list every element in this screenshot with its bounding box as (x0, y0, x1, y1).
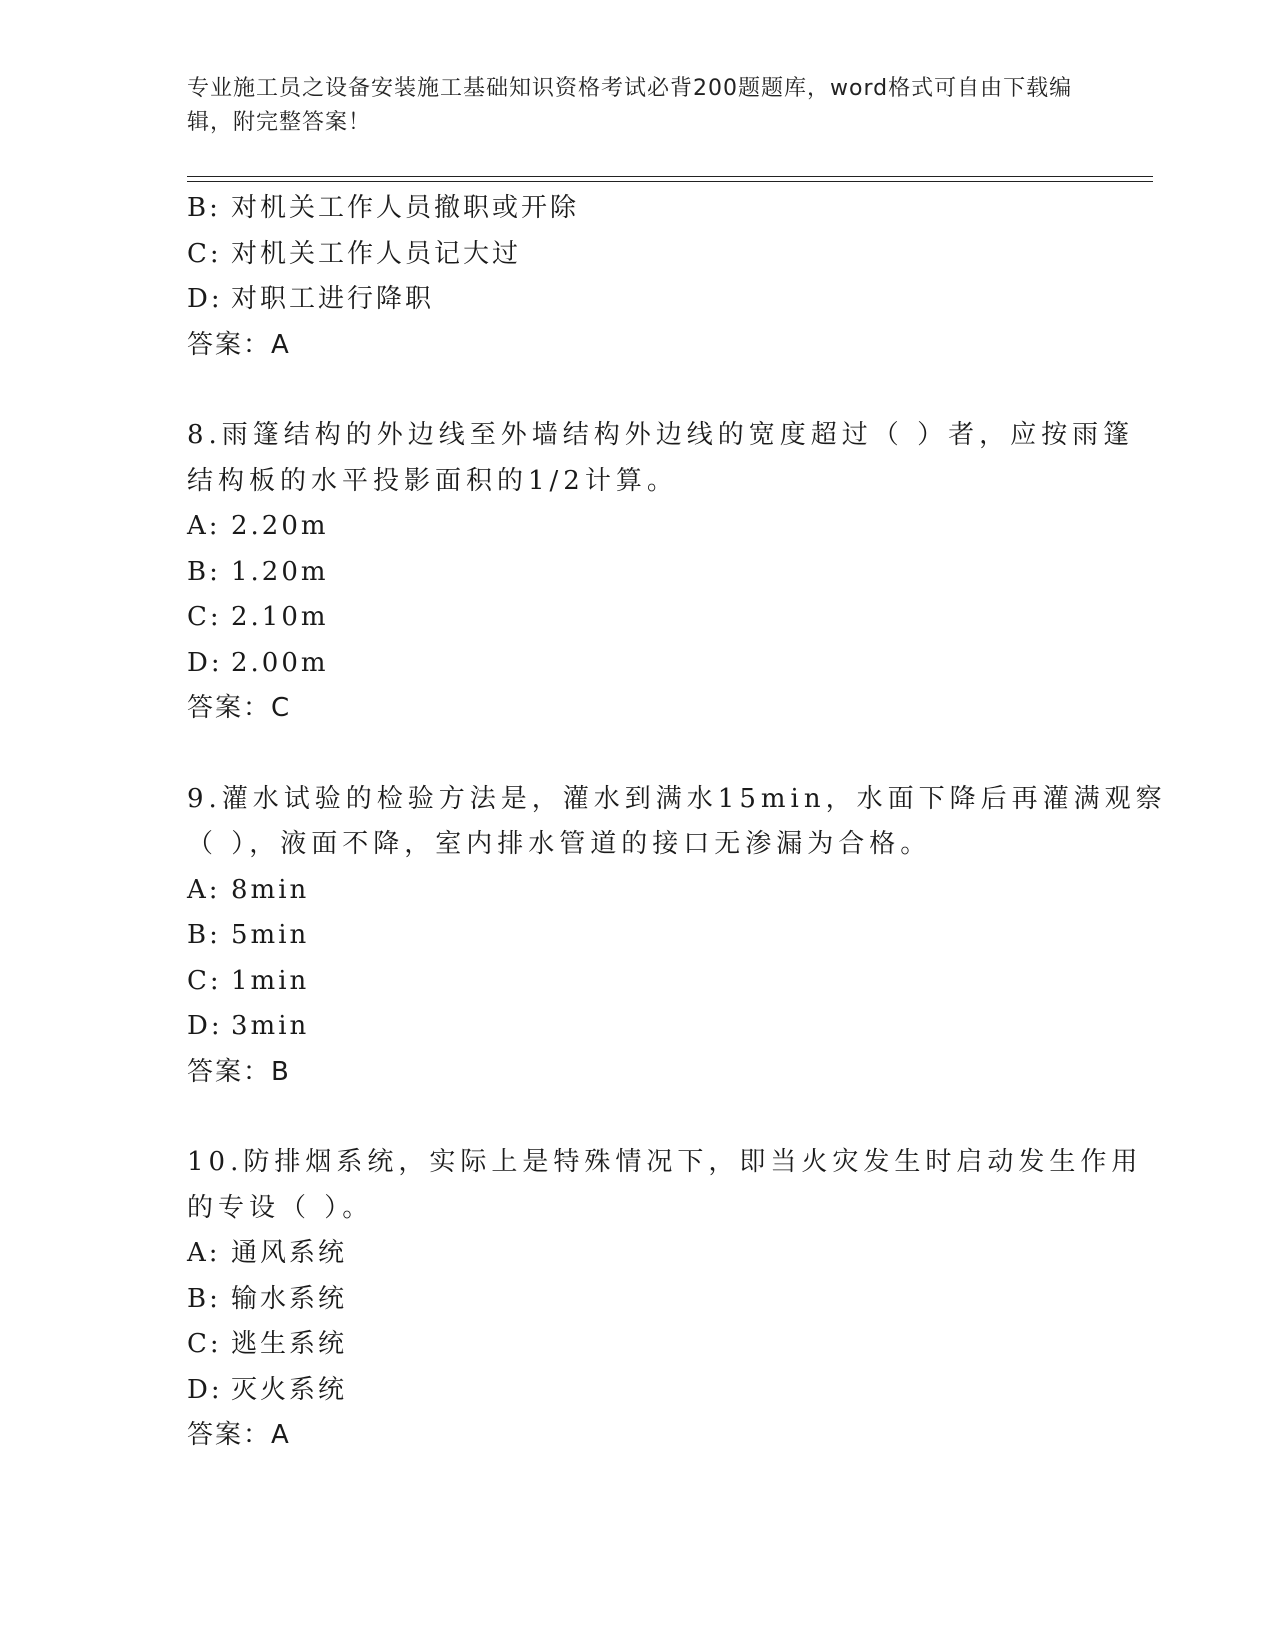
option-key: C: (187, 965, 222, 996)
option-line (187, 504, 1087, 550)
option-key: D: (187, 1011, 223, 1041)
answer-line: 答案：C (187, 693, 292, 723)
question-stem: 9.灌水试验的检验方法是，灌水到满水15min，水面下降后再灌满观察 (187, 783, 1167, 814)
option-line (187, 868, 1087, 914)
option-key: A: (187, 511, 221, 541)
prev-question-block (187, 186, 1087, 368)
answer-line: 答案：A (187, 1420, 291, 1450)
question-stem: 的专设（ ）。 (187, 1192, 374, 1223)
option-text: 对机关工作人员撤职或开除 (231, 193, 580, 223)
option-text: 对职工进行降职 (231, 284, 435, 314)
option-key: A: (187, 1238, 221, 1268)
option-text: 1min (231, 965, 310, 996)
option-line (187, 1231, 1087, 1277)
option-text: 对机关工作人员记大过 (231, 238, 522, 269)
option-line (187, 277, 1087, 323)
question-stem: 8.雨篷结构的外边线至外墙结构外边线的宽度超过（ ）者，应按雨篷 (187, 420, 1135, 450)
option-key: C: (187, 238, 222, 269)
option-key: C: (187, 1329, 222, 1359)
question-block-9 (187, 777, 1167, 1096)
document-header: 专业施工员之设备安装施工基础知识资格考试必背200题题库，word格式可自由下载编辑，附完整答案！ (187, 76, 1073, 135)
option-text: 通风系统 (231, 1238, 348, 1268)
header-divider-top (187, 176, 1153, 177)
option-line (187, 1277, 1087, 1323)
option-key: B: (187, 193, 221, 223)
question-block-8 (187, 413, 1135, 732)
option-line (187, 595, 1087, 641)
option-key: C: (187, 602, 222, 632)
option-key: A: (187, 874, 221, 905)
question-stem: 结构板的水平投影面积的1/2计算。 (187, 465, 678, 496)
header-divider-bottom (187, 181, 1153, 182)
option-line (187, 186, 1087, 232)
option-line (187, 959, 1087, 1005)
option-key: B: (187, 1283, 221, 1314)
option-line (187, 913, 1087, 959)
option-line (187, 550, 1087, 596)
option-text: 2.00m (231, 647, 329, 678)
answer-line: 答案：A (187, 329, 291, 360)
option-line (187, 1322, 1087, 1368)
question-stem: 10.防排烟系统，实际上是特殊情况下，即当火灾发生时启动发生作用 (187, 1147, 1143, 1177)
option-key: B: (187, 556, 221, 587)
option-text: 2.10m (231, 602, 329, 632)
question-block-10 (187, 1140, 1143, 1459)
option-text: 8min (231, 874, 310, 905)
option-line (187, 1004, 1087, 1050)
option-text: 3min (231, 1011, 310, 1041)
option-line (187, 232, 1087, 278)
option-key: B: (187, 920, 221, 950)
option-text: 1.20m (231, 556, 329, 587)
answer-line: 答案：B (187, 1056, 291, 1087)
question-stem: （ ），液面不降，室内排水管道的接口无渗漏为合格。 (187, 829, 932, 859)
option-text: 输水系统 (231, 1283, 348, 1314)
question-content (187, 186, 1167, 1459)
option-key: D: (187, 1374, 223, 1405)
option-text: 2.20m (231, 511, 329, 541)
option-line (187, 1368, 1087, 1414)
option-text: 逃生系统 (231, 1329, 348, 1359)
option-key: D: (187, 284, 223, 314)
option-line (187, 641, 1087, 687)
option-text: 5min (231, 920, 310, 950)
option-key: D: (187, 647, 223, 678)
option-text: 灭火系统 (231, 1374, 348, 1405)
